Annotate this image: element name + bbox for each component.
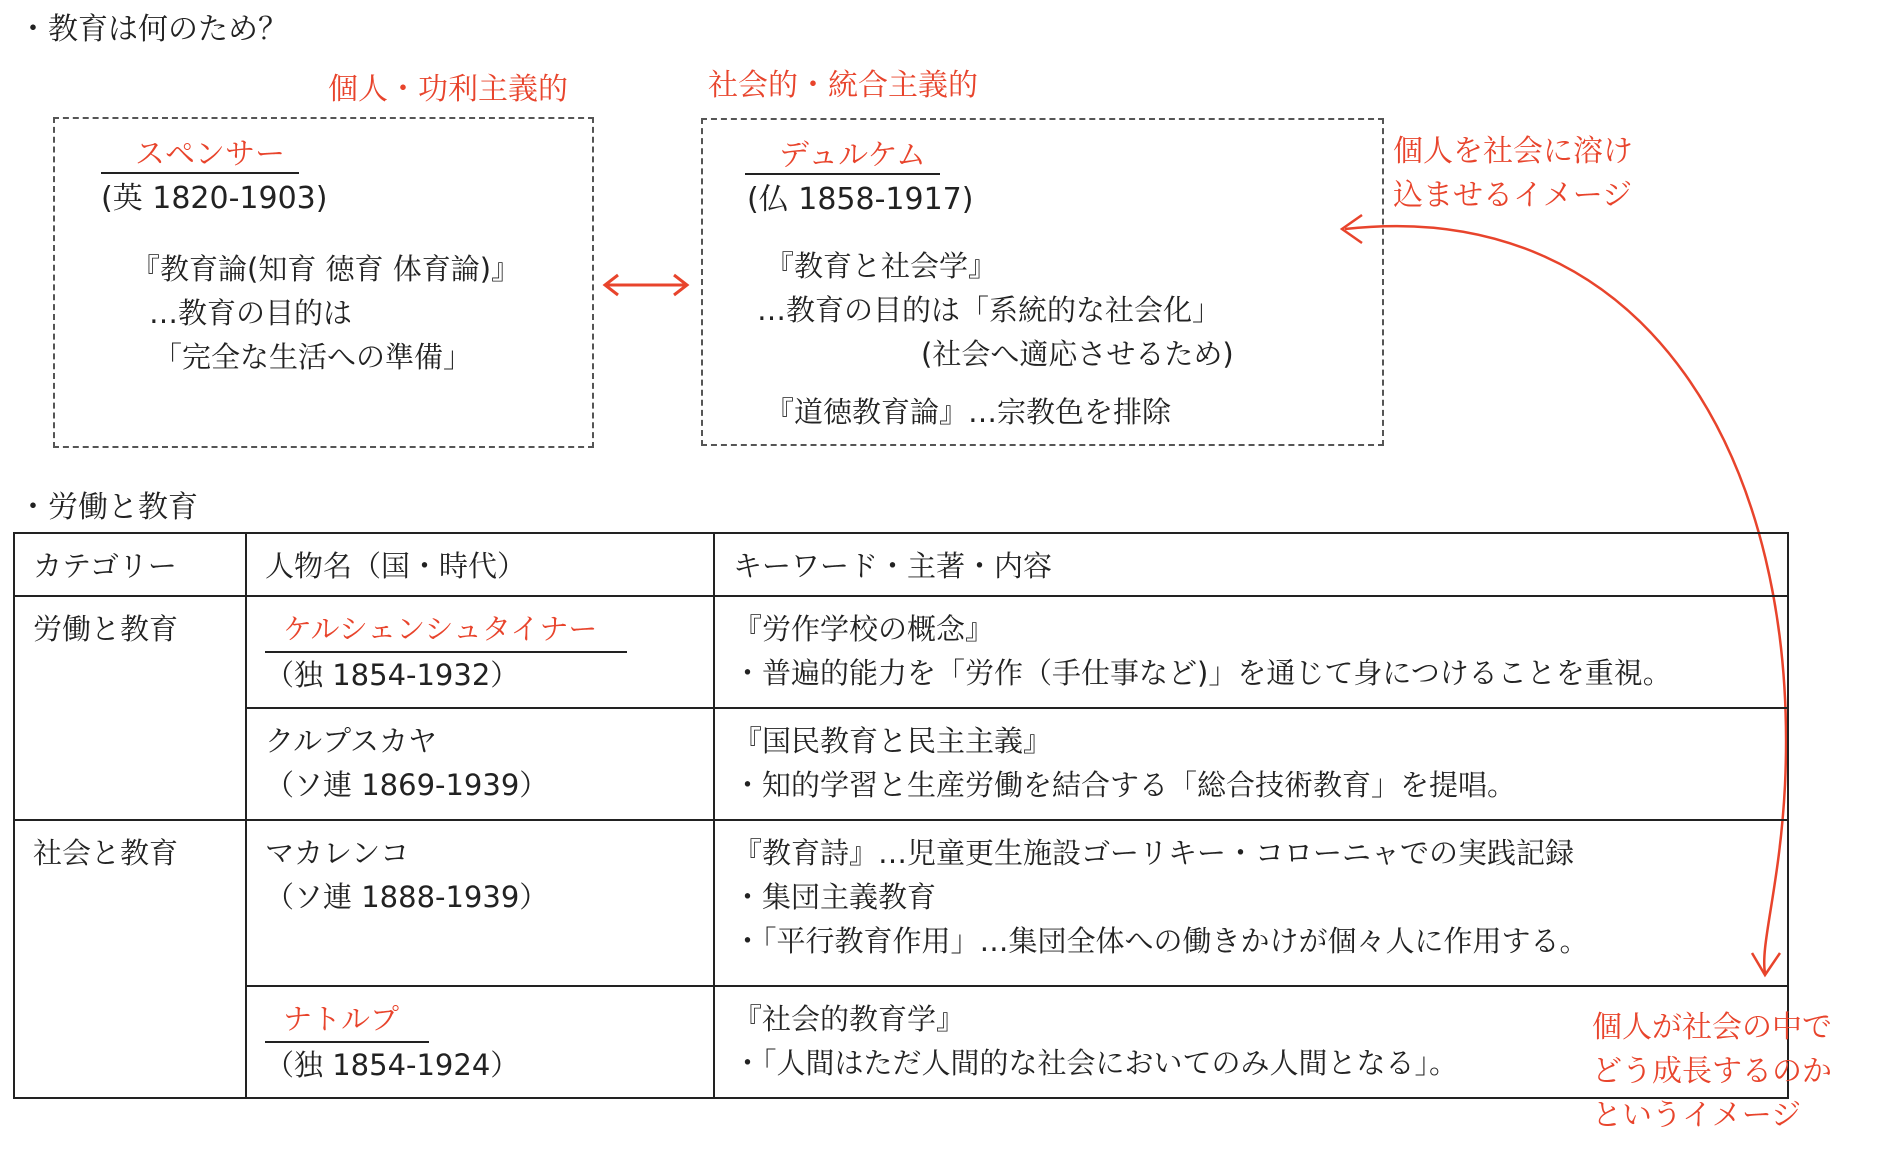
durkheim-book2: 『道徳教育論』…宗教色を排除 (765, 395, 1172, 429)
note-top-line1: 個人を社会に溶け (1393, 134, 1633, 169)
durkheim-origin: (仏 1858-1917) (747, 182, 974, 217)
person-cell (246, 986, 714, 1098)
table-row (14, 820, 1788, 986)
table-header-row (14, 533, 1788, 596)
spencer-book: 『教育論(知育 徳育 体育論)』 (131, 252, 521, 286)
person-cell (246, 708, 714, 820)
person-name: クルプスカヤ (265, 724, 437, 758)
content-line: ・知的学習と生産労働を結合する「総合技術教育」を提唱。 (733, 768, 1517, 802)
book-title: 『労作学校の概念』 (733, 612, 995, 646)
education-table (13, 532, 1789, 1099)
section-heading-labor: ・労働と教育 (18, 490, 198, 525)
spencer-origin: (英 1820-1903) (101, 181, 328, 216)
spencer-purpose-line1: …教育の目的は (149, 296, 353, 330)
durkheim-name: デュルケム (745, 138, 940, 174)
category-cell: 労働と教育 (14, 596, 246, 820)
note-top-line2: 込ませるイメージ (1393, 178, 1633, 213)
column-header: カテゴリー (14, 533, 246, 596)
category-cell: 社会と教育 (14, 820, 246, 1098)
table-row (14, 708, 1788, 820)
column-header: キーワード・主著・内容 (714, 533, 1788, 596)
section-heading-purpose: ・教育は何のため？ (18, 12, 288, 47)
spencer-box (53, 117, 594, 448)
table-row (14, 596, 1788, 708)
durkheim-purpose-line1: …教育の目的は「系統的な社会化」 (757, 293, 1222, 327)
person-cell (246, 820, 714, 986)
note-bottom-line2: どう成長するのか (1592, 1054, 1832, 1089)
content-cell (714, 708, 1788, 820)
person-origin: （独 1854-1924） (265, 1048, 520, 1082)
content-cell (714, 596, 1788, 708)
person-name: ナトルプ (265, 997, 429, 1043)
content-line: ・集団主義教育 (733, 880, 937, 914)
note-bottom-line3: というイメージ (1592, 1098, 1802, 1133)
person-cell (246, 596, 714, 708)
spencer-name: スペンサー (101, 137, 299, 173)
double-arrow-icon (600, 270, 692, 300)
note-bottom-line1: 個人が社会の中で (1592, 1010, 1832, 1045)
content-line: ・「平行教育作用」…集団全体への働きかけが個々人に作用する。 (733, 924, 1589, 958)
book-title: 『教育詩』…児童更生施設ゴーリキー・コローニャでの実践記録 (733, 836, 1575, 870)
person-origin: （独 1854-1932） (265, 658, 520, 692)
durkheim-purpose-line2: (社会へ適応させるため) (921, 337, 1234, 371)
column-header: 人物名（国・時代） (246, 533, 714, 596)
durkheim-box (701, 118, 1384, 446)
durkheim-book: 『教育と社会学』 (765, 249, 998, 283)
book-title: 『国民教育と民主主義』 (733, 724, 1053, 758)
content-line: ・普遍的能力を「労作（手仕事など)」を通じて身につけることを重視。 (733, 656, 1672, 690)
right-category-label: 社会的・統合主義的 (708, 68, 978, 103)
spencer-purpose-line2: 「完全な生活への準備」 (153, 340, 473, 374)
book-title: 『社会的教育学』 (733, 1002, 966, 1036)
person-origin: （ソ連 1869-1939） (265, 768, 549, 802)
table-row (14, 986, 1788, 1098)
left-category-label: 個人・功利主義的 (328, 72, 568, 107)
person-origin: （ソ連 1888-1939） (265, 880, 549, 914)
person-name: マカレンコ (265, 836, 410, 870)
person-name: ケルシェンシュタイナー (265, 607, 627, 653)
content-cell (714, 820, 1788, 986)
content-line: ・「人間はただ人間的な社会においてのみ人間となる」。 (733, 1046, 1459, 1080)
